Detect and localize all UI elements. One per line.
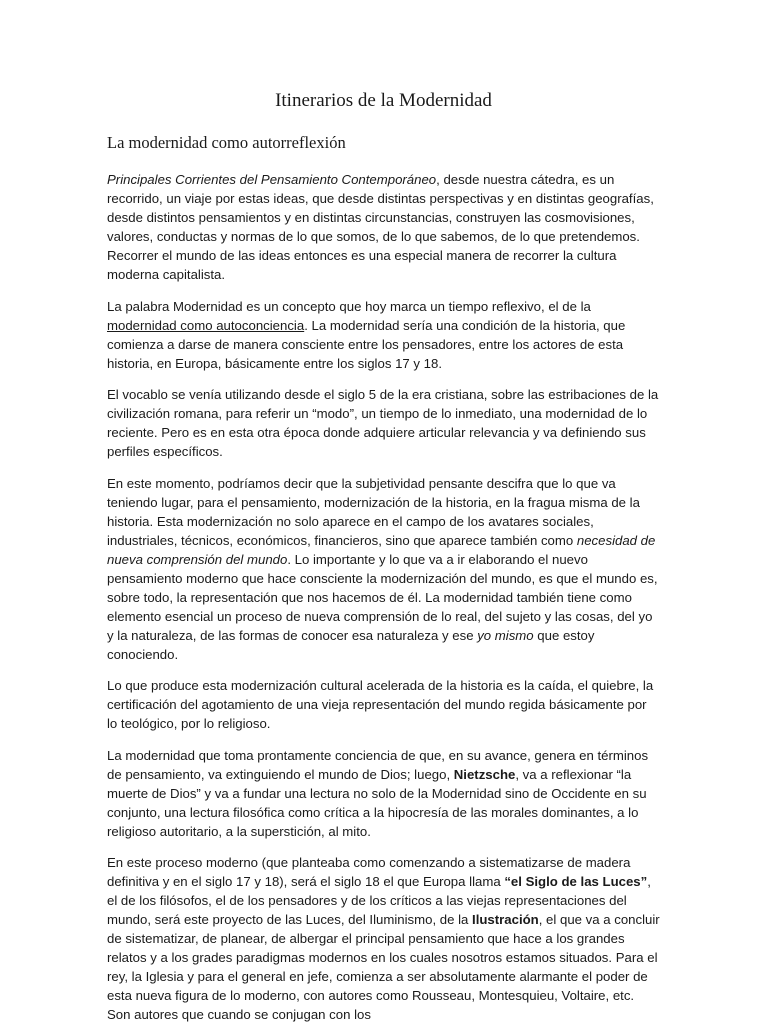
paragraph-7	[107, 853, 660, 1024]
document-title: Itinerarios de la Modernidad	[275, 90, 492, 111]
bold-text: Ilustración	[472, 912, 539, 927]
italic-text: yo mismo	[477, 627, 534, 643]
text-run: Lo que produce esta modernización cultural acelerada de la historia es la caída, el quiebre, la certificación del agotamiento de una vieja representación del mundo regida básicamente por lo teológico, por lo religioso.	[107, 678, 654, 731]
underlined-text: modernidad como autoconciencia	[107, 317, 305, 333]
paragraph-2	[107, 297, 660, 373]
text-run: que estoy conociendo.	[107, 627, 595, 662]
section-heading: La modernidad como autorreflexión	[107, 133, 346, 152]
text-run: , el que va a concluir de sistematizar, de planear, de albergar el principal pensamiento que hace a los grandes relatos y a los grades paradigmas modernos en los cuales nosotros estamos situados. Para el rey, la Iglesia y para el general en jefe, comienza a ser absolutamente alarmante el poder de esta nueva figura de lo moderno, con autores como Rousseau, Montesquieu, Voltaire, etc. Son autores que cuando se conjugan con los	[107, 912, 660, 1022]
italic-text: Principales Corrientes del Pensamiento Contemporáneo	[107, 172, 437, 187]
paragraph-3	[107, 385, 660, 461]
paragraph-6	[107, 746, 660, 841]
italic-text: necesidad de nueva comprensión del mundo	[107, 532, 656, 567]
bold-text: “el Siglo de las Luces”	[504, 874, 648, 889]
paragraph-4	[107, 474, 660, 664]
text-run: . La modernidad sería una condición de la historia, que comienza a darse de manera consciente entre los pensadores, entre los actores de esta historia, en Europa, básicamente entre los siglos 17 y 18.	[107, 317, 626, 371]
text-run: En este momento, podríamos decir que la subjetividad pensante descifra que lo que va teniendo lugar, para el pensamiento, modernización de la historia, en la fragua misma de la historia. Esta modernización no solo aparece en el campo de los avatares sociales, industriales, técnicos, económicos, financieros, sino que aparece también como	[107, 475, 640, 548]
text-run: La palabra Modernidad es un concepto que hoy marca un tiempo reflexivo, el de la	[107, 298, 591, 314]
bold-text: Nietzsche	[453, 766, 516, 782]
text-run: , desde nuestra cátedra, es un recorrido, un viaje por estas ideas, que desde distintas perspectivas y en distintas geografías, desde distintos pensamientos y en distintas circunstancias, construyen las cosmovisiones, valores, conductas y normas de lo que somos, de lo que sabemos, de lo que pretendemos. Recorrer el mundo de las ideas entonces es una especial manera de recorrer la cultura moderna capitalista.	[107, 172, 654, 282]
text-run: La modernidad que toma prontamente conciencia de que, en su avance, genera en términos de pensamiento, va extinguiendo el mundo de Dios; luego,	[107, 747, 649, 782]
paragraph-5	[107, 676, 660, 733]
text-run: , va a reflexionar “la muerte de Dios” y va a fundar una lectura no solo de la Modernidad sino de Occidente en su conjunto, una lectura filosófica como crítica a la hipocresía de las morales dominantes, a lo religioso autoritario, a la superstición, al mito.	[107, 766, 647, 839]
text-run: En este proceso moderno (que planteaba como comenzando a sistematizarse de madera definitiva y en el siglo 17 y 18), será el siglo 18 el que Europa llama	[107, 855, 631, 889]
text-run: El vocablo se venía utilizando desde el siglo 5 de la era cristiana, sobre las estribaciones de la civilización romana, para referir un “modo”, un tiempo de lo inmediato, una modernidad de lo reciente. Pero es en esta otra época donde adquiere articular relevancia y va definiendo sus perfiles específicos.	[107, 387, 659, 459]
paragraph-1	[107, 170, 660, 284]
text-run: , el de los filósofos, el de los pensadores y de los críticos a las viejas representaciones del mundo, será este proyecto de las Luces, del Iluminismo, de la	[107, 874, 651, 927]
text-run: . Lo importante y lo que va a ir elaborando el nuevo pensamiento moderno que hace consciente la modernización del mundo, es que el mundo es, sobre todo, la representación que nos hacemos de él. La modernidad también tiene como elemento esencial un proceso de nueva comprensión de lo real, del sujeto y las cosas, del yo y la naturaleza, de las formas de conocer esa naturaleza y ese	[107, 551, 658, 643]
